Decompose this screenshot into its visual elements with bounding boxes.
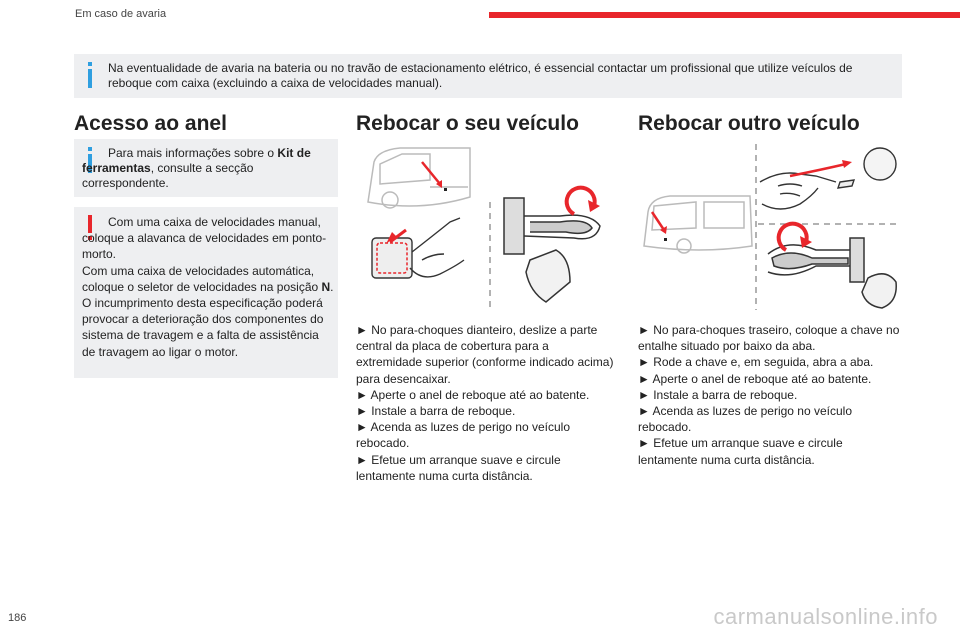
- watermark: carmanualsonline.info: [713, 604, 938, 629]
- col3-title: Rebocar outro veículo: [638, 112, 860, 135]
- header-red-bar: [489, 12, 960, 18]
- col2-steps: [356, 322, 618, 484]
- col1-title: Acesso ao anel: [74, 112, 227, 135]
- step-item: ► Acenda as luzes de perigo no veículo rebocado.: [356, 420, 571, 451]
- step-item: ► Efetue um arranque suave e circule lentamente numa curta distância.: [356, 452, 561, 483]
- toolkit-note-text: Para mais informações sobre o Kit de ferramentas, consulte a secção correspondente.: [82, 146, 311, 190]
- step-item: ► Acenda as luzes de perigo no veículo rebocado.: [638, 404, 853, 435]
- step-item: ► Instale a barra de reboque.: [638, 387, 798, 402]
- step-item: ► No para-choques dianteiro, deslize a parte central da placa de cobertura para a extremidade superior (conforme indicado acima) para desencaixar.: [356, 323, 614, 386]
- top-info-note: [74, 54, 902, 98]
- step-item: ► Rode a chave e, em seguida, abra a aba.: [638, 355, 874, 370]
- warning-note-text: Com uma caixa de velocidades manual, coloque a alavanca de velocidades em ponto-morto. Com uma caixa de velocidades automática, coloque o seletor de velocidades na posição N. O incumprimento desta especificação poderá provocar a deterioração dos componentes do sistema de travagem e a falta de assistência de travagem ao ligar o motor.: [82, 215, 334, 359]
- rear-tow-illustration: [640, 142, 900, 312]
- step-item: ► Efetue um arranque suave e circule lentamente numa curta distância.: [638, 436, 843, 467]
- top-note-text: Na eventualidade de avaria na bateria ou no travão de estacionamento elétrico, é essencial contactar um profissional que utilize veículos de reboque com caixa (excluindo a caixa de velocidades manual).: [108, 61, 853, 90]
- section-header: Em caso de avaria: [75, 8, 167, 20]
- front-tow-illustration: [360, 142, 620, 312]
- gearbox-warning-note: [74, 207, 338, 378]
- page-number: 186: [8, 612, 27, 624]
- step-item: ► Aperte o anel de reboque até ao batente.: [356, 387, 590, 402]
- toolkit-info-note: [74, 139, 338, 197]
- col2-title: Rebocar o seu veículo: [356, 112, 579, 135]
- step-item: ► No para-choques traseiro, coloque a chave no entalhe situado por baixo da aba.: [638, 323, 900, 354]
- col3-steps: [638, 322, 902, 468]
- step-item: ► Instale a barra de reboque.: [356, 404, 516, 419]
- step-item: ► Aperte o anel de reboque até ao batente.: [638, 371, 872, 386]
